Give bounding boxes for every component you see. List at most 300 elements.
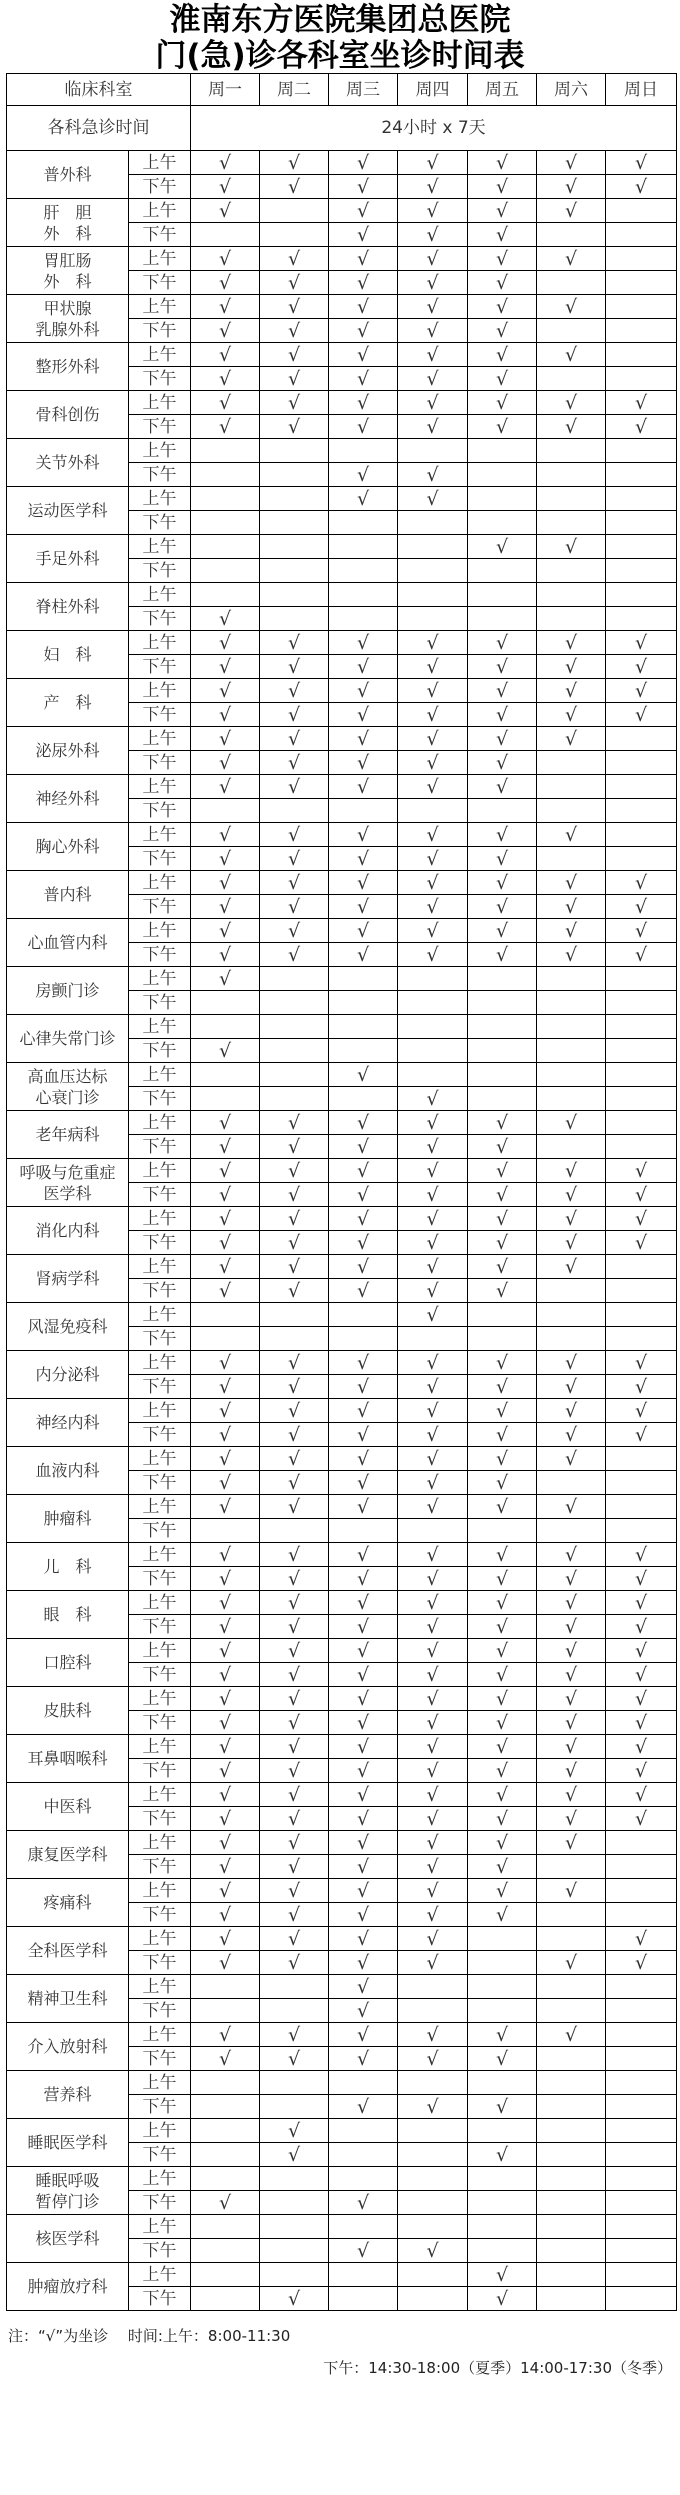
empty-cell xyxy=(537,271,606,295)
empty-cell xyxy=(537,607,606,631)
check-mark-cell: √ xyxy=(329,367,398,391)
period-label-am: 上午 xyxy=(129,727,191,751)
check-mark-cell: √ xyxy=(191,1783,260,1807)
empty-cell xyxy=(537,2143,606,2167)
empty-cell xyxy=(260,535,329,559)
check-mark-cell: √ xyxy=(260,1159,329,1183)
check-mark-cell: √ xyxy=(191,2191,260,2215)
check-mark-cell: √ xyxy=(260,1543,329,1567)
period-label-am: 上午 xyxy=(129,295,191,319)
empty-cell xyxy=(191,535,260,559)
empty-cell xyxy=(537,847,606,871)
department-name: 核医学科 xyxy=(7,2215,129,2263)
header-row xyxy=(7,74,677,106)
empty-cell xyxy=(329,991,398,1015)
check-mark-cell: √ xyxy=(537,1447,606,1471)
check-mark-cell: √ xyxy=(537,1615,606,1639)
empty-cell xyxy=(191,2263,260,2287)
check-mark-cell: √ xyxy=(468,2143,537,2167)
check-mark-cell: √ xyxy=(329,1567,398,1591)
check-mark-cell: √ xyxy=(329,1135,398,1159)
period-label-pm: 下午 xyxy=(129,559,191,583)
check-mark-cell: √ xyxy=(329,1375,398,1399)
check-mark-cell: √ xyxy=(537,679,606,703)
period-label-am: 上午 xyxy=(129,2071,191,2095)
check-mark-cell: √ xyxy=(606,1543,677,1567)
check-mark-cell: √ xyxy=(260,1639,329,1663)
schedule-row-am xyxy=(7,919,677,943)
check-mark-cell: √ xyxy=(191,319,260,343)
day-header: 周四 xyxy=(398,74,468,106)
check-mark-cell: √ xyxy=(260,1903,329,1927)
schedule-row-am xyxy=(7,583,677,607)
empty-cell xyxy=(398,583,468,607)
department-name: 手足外科 xyxy=(7,535,129,583)
period-label-am: 上午 xyxy=(129,343,191,367)
check-mark-cell: √ xyxy=(606,1351,677,1375)
check-mark-cell: √ xyxy=(537,1207,606,1231)
check-mark-cell: √ xyxy=(329,1423,398,1447)
period-label-am: 上午 xyxy=(129,631,191,655)
period-label-am: 上午 xyxy=(129,1831,191,1855)
empty-cell xyxy=(191,991,260,1015)
check-mark-cell: √ xyxy=(398,1711,468,1735)
schedule-row-am xyxy=(7,1351,677,1375)
empty-cell xyxy=(191,2119,260,2143)
empty-cell xyxy=(468,1327,537,1351)
check-mark-cell: √ xyxy=(398,1495,468,1519)
check-mark-cell: √ xyxy=(329,823,398,847)
empty-cell xyxy=(468,1999,537,2023)
check-mark-cell: √ xyxy=(398,2239,468,2263)
period-label-am: 上午 xyxy=(129,199,191,223)
check-mark-cell: √ xyxy=(398,655,468,679)
empty-cell xyxy=(606,1015,677,1039)
period-label-am: 上午 xyxy=(129,1447,191,1471)
empty-cell xyxy=(398,1327,468,1351)
check-mark-cell: √ xyxy=(260,2047,329,2071)
check-mark-cell: √ xyxy=(468,1639,537,1663)
check-mark-cell: √ xyxy=(537,1783,606,1807)
schedule-row-am xyxy=(7,2023,677,2047)
check-mark-cell: √ xyxy=(329,247,398,271)
period-label-am: 上午 xyxy=(129,679,191,703)
check-mark-cell: √ xyxy=(468,1831,537,1855)
check-mark-cell: √ xyxy=(191,1183,260,1207)
check-mark-cell: √ xyxy=(191,1423,260,1447)
check-mark-cell: √ xyxy=(260,1399,329,1423)
period-label-pm: 下午 xyxy=(129,1327,191,1351)
empty-cell xyxy=(468,1951,537,1975)
empty-cell xyxy=(260,967,329,991)
check-mark-cell: √ xyxy=(398,1567,468,1591)
check-mark-cell: √ xyxy=(329,1063,398,1087)
check-mark-cell: √ xyxy=(537,1687,606,1711)
schedule-row-am xyxy=(7,1975,677,1999)
check-mark-cell: √ xyxy=(398,631,468,655)
department-name: 肿瘤放疗科 xyxy=(7,2263,129,2311)
period-label-pm: 下午 xyxy=(129,703,191,727)
check-mark-cell: √ xyxy=(329,295,398,319)
check-mark-cell: √ xyxy=(398,919,468,943)
check-mark-cell: √ xyxy=(191,1735,260,1759)
check-mark-cell: √ xyxy=(260,919,329,943)
empty-cell xyxy=(260,439,329,463)
empty-cell xyxy=(329,2263,398,2287)
empty-cell xyxy=(398,1975,468,1999)
check-mark-cell: √ xyxy=(260,1927,329,1951)
empty-cell xyxy=(329,1039,398,1063)
period-label-pm: 下午 xyxy=(129,175,191,199)
check-mark-cell: √ xyxy=(191,1159,260,1183)
check-mark-cell: √ xyxy=(537,1495,606,1519)
empty-cell xyxy=(537,1015,606,1039)
check-mark-cell: √ xyxy=(468,1807,537,1831)
check-mark-cell: √ xyxy=(398,1759,468,1783)
check-mark-cell: √ xyxy=(191,727,260,751)
empty-cell xyxy=(537,463,606,487)
period-label-pm: 下午 xyxy=(129,2287,191,2311)
empty-cell xyxy=(537,2047,606,2071)
empty-cell xyxy=(191,1063,260,1087)
check-mark-cell: √ xyxy=(329,1879,398,1903)
check-mark-cell: √ xyxy=(260,2023,329,2047)
empty-cell xyxy=(329,1519,398,1543)
check-mark-cell: √ xyxy=(398,1423,468,1447)
empty-cell xyxy=(468,463,537,487)
check-mark-cell: √ xyxy=(191,1927,260,1951)
empty-cell xyxy=(606,199,677,223)
check-mark-cell: √ xyxy=(606,1783,677,1807)
check-mark-cell: √ xyxy=(329,1783,398,1807)
check-mark-cell: √ xyxy=(398,943,468,967)
check-mark-cell: √ xyxy=(191,1471,260,1495)
empty-cell xyxy=(606,607,677,631)
check-mark-cell: √ xyxy=(537,1807,606,1831)
empty-cell xyxy=(468,559,537,583)
period-label-am: 上午 xyxy=(129,1111,191,1135)
empty-cell xyxy=(398,607,468,631)
check-mark-cell: √ xyxy=(329,2239,398,2263)
check-mark-cell: √ xyxy=(398,391,468,415)
empty-cell xyxy=(606,511,677,535)
check-mark-cell: √ xyxy=(606,655,677,679)
check-mark-cell: √ xyxy=(537,895,606,919)
empty-cell xyxy=(260,2071,329,2095)
empty-cell xyxy=(606,1039,677,1063)
check-mark-cell: √ xyxy=(468,703,537,727)
check-mark-cell: √ xyxy=(398,1135,468,1159)
check-mark-cell: √ xyxy=(329,343,398,367)
empty-cell xyxy=(468,1303,537,1327)
check-mark-cell: √ xyxy=(468,175,537,199)
check-mark-cell: √ xyxy=(260,847,329,871)
check-mark-cell: √ xyxy=(537,631,606,655)
department-name: 普内科 xyxy=(7,871,129,919)
check-mark-cell: √ xyxy=(468,1135,537,1159)
empty-cell xyxy=(191,2215,260,2239)
period-label-pm: 下午 xyxy=(129,2143,191,2167)
check-mark-cell: √ xyxy=(329,1687,398,1711)
empty-cell xyxy=(260,2263,329,2287)
check-mark-cell: √ xyxy=(398,1783,468,1807)
check-mark-cell: √ xyxy=(606,1207,677,1231)
period-label-pm: 下午 xyxy=(129,1663,191,1687)
check-mark-cell: √ xyxy=(260,1759,329,1783)
empty-cell xyxy=(191,2239,260,2263)
check-mark-cell: √ xyxy=(537,2023,606,2047)
check-mark-cell: √ xyxy=(537,1591,606,1615)
check-mark-cell: √ xyxy=(191,151,260,175)
check-mark-cell: √ xyxy=(537,1735,606,1759)
empty-cell xyxy=(606,1087,677,1111)
check-mark-cell: √ xyxy=(191,1495,260,1519)
schedule-row-am xyxy=(7,1639,677,1663)
period-label-am: 上午 xyxy=(129,583,191,607)
check-mark-cell: √ xyxy=(191,751,260,775)
check-mark-cell: √ xyxy=(398,271,468,295)
check-mark-cell: √ xyxy=(398,1807,468,1831)
check-mark-cell: √ xyxy=(191,391,260,415)
department-name: 肝 胆 外 科 xyxy=(7,199,129,247)
empty-cell xyxy=(191,2071,260,2095)
period-label-pm: 下午 xyxy=(129,223,191,247)
check-mark-cell: √ xyxy=(468,1687,537,1711)
check-mark-cell: √ xyxy=(329,487,398,511)
empty-cell xyxy=(606,343,677,367)
check-mark-cell: √ xyxy=(191,1447,260,1471)
empty-cell xyxy=(537,2191,606,2215)
empty-cell xyxy=(537,2239,606,2263)
department-name: 产 科 xyxy=(7,679,129,727)
check-mark-cell: √ xyxy=(191,295,260,319)
check-mark-cell: √ xyxy=(537,535,606,559)
check-mark-cell: √ xyxy=(398,463,468,487)
schedule-row-am xyxy=(7,631,677,655)
empty-cell xyxy=(606,535,677,559)
schedule-row-am xyxy=(7,2167,677,2191)
check-mark-cell: √ xyxy=(329,1975,398,1999)
check-mark-cell: √ xyxy=(329,1447,398,1471)
check-mark-cell: √ xyxy=(468,1879,537,1903)
period-label-pm: 下午 xyxy=(129,751,191,775)
schedule-row-am xyxy=(7,679,677,703)
check-mark-cell: √ xyxy=(468,727,537,751)
check-mark-cell: √ xyxy=(329,1399,398,1423)
empty-cell xyxy=(468,439,537,463)
check-mark-cell: √ xyxy=(468,1159,537,1183)
empty-cell xyxy=(537,991,606,1015)
empty-cell xyxy=(537,967,606,991)
schedule-row-am xyxy=(7,1159,677,1183)
check-mark-cell: √ xyxy=(329,1351,398,1375)
schedule-row-am xyxy=(7,2263,677,2287)
check-mark-cell: √ xyxy=(260,1687,329,1711)
check-mark-cell: √ xyxy=(398,1543,468,1567)
empty-cell xyxy=(606,271,677,295)
check-mark-cell: √ xyxy=(468,823,537,847)
check-mark-cell: √ xyxy=(537,247,606,271)
empty-cell xyxy=(398,799,468,823)
check-mark-cell: √ xyxy=(398,703,468,727)
check-mark-cell: √ xyxy=(191,199,260,223)
empty-cell xyxy=(537,511,606,535)
period-label-am: 上午 xyxy=(129,1303,191,1327)
check-mark-cell: √ xyxy=(537,1351,606,1375)
empty-cell xyxy=(537,1135,606,1159)
check-mark-cell: √ xyxy=(260,175,329,199)
period-label-pm: 下午 xyxy=(129,1615,191,1639)
check-mark-cell: √ xyxy=(329,1231,398,1255)
check-mark-cell: √ xyxy=(329,2095,398,2119)
check-mark-cell: √ xyxy=(606,943,677,967)
check-mark-cell: √ xyxy=(468,199,537,223)
department-name: 眼 科 xyxy=(7,1591,129,1639)
check-mark-cell: √ xyxy=(329,1807,398,1831)
empty-cell xyxy=(260,511,329,535)
check-mark-cell: √ xyxy=(398,295,468,319)
empty-cell xyxy=(468,607,537,631)
empty-cell xyxy=(606,775,677,799)
empty-cell xyxy=(329,2167,398,2191)
schedule-row-am xyxy=(7,1543,677,1567)
check-mark-cell: √ xyxy=(329,631,398,655)
empty-cell xyxy=(606,2167,677,2191)
department-name: 甲状腺 乳腺外科 xyxy=(7,295,129,343)
check-mark-cell: √ xyxy=(191,1567,260,1591)
check-mark-cell: √ xyxy=(606,1807,677,1831)
empty-cell xyxy=(260,1999,329,2023)
empty-cell xyxy=(260,1063,329,1087)
check-mark-cell: √ xyxy=(191,1279,260,1303)
department-name: 口腔科 xyxy=(7,1639,129,1687)
check-mark-cell: √ xyxy=(260,247,329,271)
empty-cell xyxy=(398,1519,468,1543)
department-name: 疼痛科 xyxy=(7,1879,129,1927)
empty-cell xyxy=(537,439,606,463)
period-label-am: 上午 xyxy=(129,1591,191,1615)
check-mark-cell: √ xyxy=(537,1255,606,1279)
period-label-pm: 下午 xyxy=(129,1999,191,2023)
check-mark-cell: √ xyxy=(468,1711,537,1735)
schedule-row-am xyxy=(7,823,677,847)
empty-cell xyxy=(606,487,677,511)
check-mark-cell: √ xyxy=(191,415,260,439)
check-mark-cell: √ xyxy=(398,775,468,799)
period-label-pm: 下午 xyxy=(129,1519,191,1543)
check-mark-cell: √ xyxy=(398,1831,468,1855)
empty-cell xyxy=(537,2119,606,2143)
period-label-pm: 下午 xyxy=(129,607,191,631)
check-mark-cell: √ xyxy=(398,1351,468,1375)
check-mark-cell: √ xyxy=(468,943,537,967)
empty-cell xyxy=(606,247,677,271)
day-header: 周六 xyxy=(537,74,606,106)
check-mark-cell: √ xyxy=(537,1759,606,1783)
schedule-row-am xyxy=(7,1735,677,1759)
empty-cell xyxy=(260,583,329,607)
department-name: 骨科创伤 xyxy=(7,391,129,439)
check-mark-cell: √ xyxy=(191,1903,260,1927)
check-mark-cell: √ xyxy=(468,1399,537,1423)
legend-note: 注：“√”为坐诊 时间:上午：8:00-11:30 xyxy=(8,2327,291,2345)
empty-cell xyxy=(606,223,677,247)
period-label-am: 上午 xyxy=(129,2167,191,2191)
check-mark-cell: √ xyxy=(398,367,468,391)
empty-cell xyxy=(260,487,329,511)
check-mark-cell: √ xyxy=(260,871,329,895)
period-label-am: 上午 xyxy=(129,247,191,271)
check-mark-cell: √ xyxy=(468,775,537,799)
empty-cell xyxy=(468,1015,537,1039)
empty-cell xyxy=(537,367,606,391)
check-mark-cell: √ xyxy=(329,1927,398,1951)
empty-cell xyxy=(191,2143,260,2167)
period-label-pm: 下午 xyxy=(129,1183,191,1207)
check-mark-cell: √ xyxy=(260,2287,329,2311)
period-label-pm: 下午 xyxy=(129,367,191,391)
period-label-pm: 下午 xyxy=(129,1471,191,1495)
period-label-pm: 下午 xyxy=(129,1423,191,1447)
check-mark-cell: √ xyxy=(191,631,260,655)
empty-cell xyxy=(329,439,398,463)
check-mark-cell: √ xyxy=(329,751,398,775)
department-name: 房颤门诊 xyxy=(7,967,129,1015)
period-label-pm: 下午 xyxy=(129,655,191,679)
check-mark-cell: √ xyxy=(329,1207,398,1231)
check-mark-cell: √ xyxy=(606,631,677,655)
check-mark-cell: √ xyxy=(191,1807,260,1831)
period-label-am: 上午 xyxy=(129,1975,191,1999)
empty-cell xyxy=(606,2071,677,2095)
empty-cell xyxy=(606,847,677,871)
empty-cell xyxy=(468,991,537,1015)
empty-cell xyxy=(260,2167,329,2191)
empty-cell xyxy=(191,463,260,487)
empty-cell xyxy=(191,2287,260,2311)
check-mark-cell: √ xyxy=(398,1159,468,1183)
empty-cell xyxy=(537,2095,606,2119)
check-mark-cell: √ xyxy=(329,1471,398,1495)
check-mark-cell: √ xyxy=(606,703,677,727)
empty-cell xyxy=(606,2047,677,2071)
check-mark-cell: √ xyxy=(468,1783,537,1807)
check-mark-cell: √ xyxy=(329,1999,398,2023)
period-label-pm: 下午 xyxy=(129,1951,191,1975)
period-label-am: 上午 xyxy=(129,1687,191,1711)
check-mark-cell: √ xyxy=(398,1639,468,1663)
empty-cell xyxy=(468,487,537,511)
check-mark-cell: √ xyxy=(398,2047,468,2071)
empty-cell xyxy=(260,559,329,583)
schedule-row-am xyxy=(7,1783,677,1807)
schedule-row-am xyxy=(7,727,677,751)
empty-cell xyxy=(537,583,606,607)
empty-cell xyxy=(606,2215,677,2239)
check-mark-cell: √ xyxy=(398,1447,468,1471)
empty-cell xyxy=(606,967,677,991)
day-header: 周日 xyxy=(606,74,677,106)
check-mark-cell: √ xyxy=(260,415,329,439)
period-label-pm: 下午 xyxy=(129,1231,191,1255)
check-mark-cell: √ xyxy=(329,151,398,175)
check-mark-cell: √ xyxy=(191,607,260,631)
empty-cell xyxy=(537,1999,606,2023)
empty-cell xyxy=(398,2167,468,2191)
check-mark-cell: √ xyxy=(468,319,537,343)
empty-cell xyxy=(537,223,606,247)
schedule-row-am xyxy=(7,775,677,799)
